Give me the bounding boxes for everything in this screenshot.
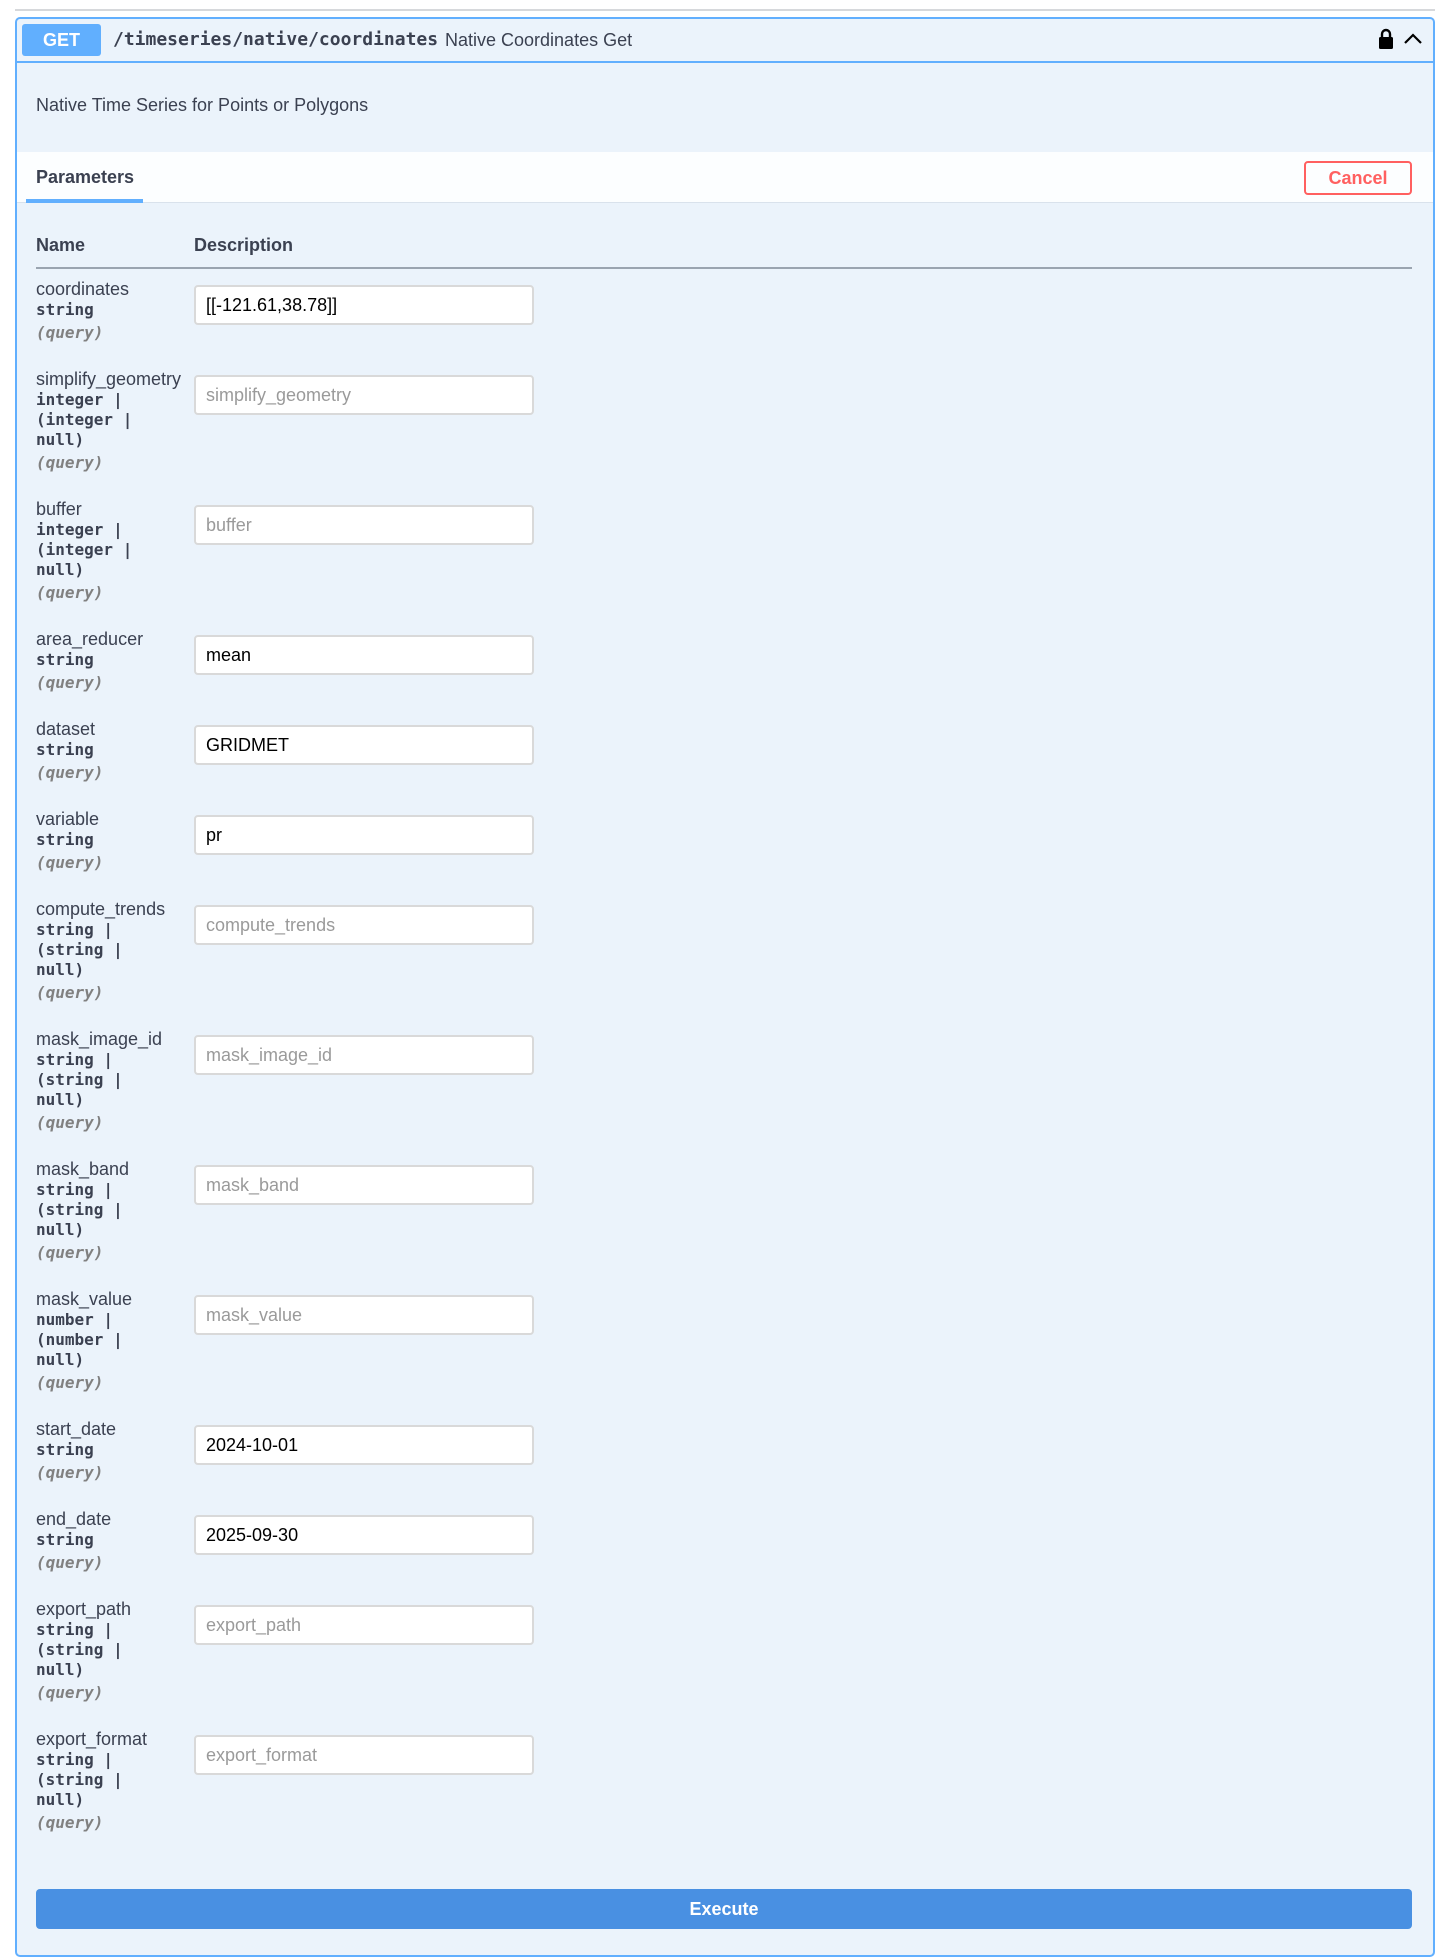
parameter-type: string [36,830,94,849]
parameter-type: string | [36,1750,114,1769]
parameter-location: (query) [36,983,104,1002]
parameter-type: string | [36,1620,114,1639]
parameter-type: null) [36,560,85,579]
parameter-row-mask-value [36,1288,156,1394]
mask-band-input[interactable] [194,1165,534,1205]
endpoint-summary: Native Coordinates Get [445,30,633,50]
parameter-name: export_path [36,1599,132,1619]
parameter-row-end-date [36,1508,156,1574]
chevron-up-icon[interactable] [1402,30,1424,48]
parameter-type: integer | [36,520,123,539]
execute-button[interactable]: Execute [36,1889,1412,1929]
parameter-type: string | [36,1180,114,1199]
variable-input[interactable] [194,815,534,855]
mask-image-id-input[interactable] [194,1035,534,1075]
endpoint-path: /timeseries/native/coordinates [113,29,439,50]
parameter-location: (query) [36,1683,104,1702]
parameter-type: null) [36,1350,85,1369]
parameter-name: coordinates [36,279,130,299]
parameter-type: string [36,300,94,319]
parameter-row-start-date [36,1418,156,1484]
parameter-row-export-path [36,1598,156,1704]
dataset-input[interactable] [194,725,534,765]
parameter-location: (query) [36,1463,104,1482]
parameter-type: (string | [36,1200,123,1219]
http-method-badge: GET [22,24,101,56]
area-reducer-input[interactable] [194,635,534,675]
parameter-location: (query) [36,1373,104,1392]
parameter-location: (query) [36,1113,104,1132]
parameter-type: null) [36,1660,85,1679]
parameter-type: null) [36,1220,85,1239]
parameter-type: integer | [36,390,123,409]
column-header-description: Description [194,235,294,255]
parameter-row-mask-band [36,1158,156,1264]
coordinates-input[interactable] [194,285,534,325]
parameter-type: (string | [36,1640,123,1659]
parameter-name: buffer [36,499,82,519]
parameter-name: mask_band [36,1159,130,1179]
parameter-row-area-reducer [36,628,156,694]
parameter-type: (string | [36,1770,123,1789]
parameter-type: string [36,1530,94,1549]
start-date-input[interactable] [194,1425,534,1465]
parameter-type: string [36,740,94,759]
compute-trends-input[interactable] [194,905,534,945]
parameter-location: (query) [36,323,104,342]
parameter-location: (query) [36,763,104,782]
parameter-name: dataset [36,719,96,739]
cancel-button[interactable]: Cancel [1304,161,1412,195]
parameter-location: (query) [36,853,104,872]
tab-parameters[interactable] [26,152,143,203]
operation-summary[interactable] [17,19,1433,63]
simplify-geometry-input[interactable] [194,375,534,415]
lock-icon[interactable] [1378,28,1394,50]
parameter-location: (query) [36,1553,104,1572]
parameter-type: null) [36,430,85,449]
tab-parameters-label: Parameters [36,167,135,187]
parameter-location: (query) [36,1243,104,1262]
parameter-location: (query) [36,583,104,602]
parameter-type: string | [36,920,114,939]
parameter-type: (integer | [36,410,133,429]
parameter-row-coordinates [36,278,156,344]
parameter-name: end_date [36,1509,112,1529]
parameter-row-simplify-geometry [36,368,181,474]
parameter-type: string [36,650,94,669]
export-format-input[interactable] [194,1735,534,1775]
parameter-type: (string | [36,940,123,959]
parameter-row-dataset [36,718,156,784]
parameter-name: area_reducer [36,629,144,649]
parameter-location: (query) [36,453,104,472]
parameter-name: simplify_geometry [36,369,182,389]
end-date-input[interactable] [194,1515,534,1555]
parameter-row-variable [36,808,156,874]
parameter-name: start_date [36,1419,117,1439]
parameter-type: number | [36,1310,114,1329]
parameter-location: (query) [36,1813,104,1832]
parameter-name: variable [36,809,100,829]
endpoint-description: Native Time Series for Points or Polygons [36,95,369,115]
parameter-row-mask-image-id [36,1028,162,1134]
operation-block [15,17,1435,1957]
header-divider [36,267,1412,269]
parameter-type: string [36,1440,94,1459]
parameter-type: (integer | [36,540,133,559]
parameter-name: export_format [36,1729,148,1749]
parameters-section-header [17,152,1433,203]
parameter-type: null) [36,1090,85,1109]
parameter-name: compute_trends [36,899,166,919]
parameter-type: (string | [36,1070,123,1089]
mask-value-input[interactable] [194,1295,534,1335]
parameter-location: (query) [36,673,104,692]
parameter-type: (number | [36,1330,123,1349]
parameter-row-compute-trends [36,898,165,1004]
parameter-name: mask_image_id [36,1029,163,1049]
parameter-name: mask_value [36,1289,133,1309]
parameter-type: string | [36,1050,114,1069]
export-path-input[interactable] [194,1605,534,1645]
parameter-row-export-format [36,1728,156,1834]
parameter-row-buffer [36,498,156,604]
top-divider [15,9,1435,11]
column-header-name: Name [36,235,86,255]
parameter-type: null) [36,960,85,979]
parameter-type: null) [36,1790,85,1809]
buffer-input[interactable] [194,505,534,545]
